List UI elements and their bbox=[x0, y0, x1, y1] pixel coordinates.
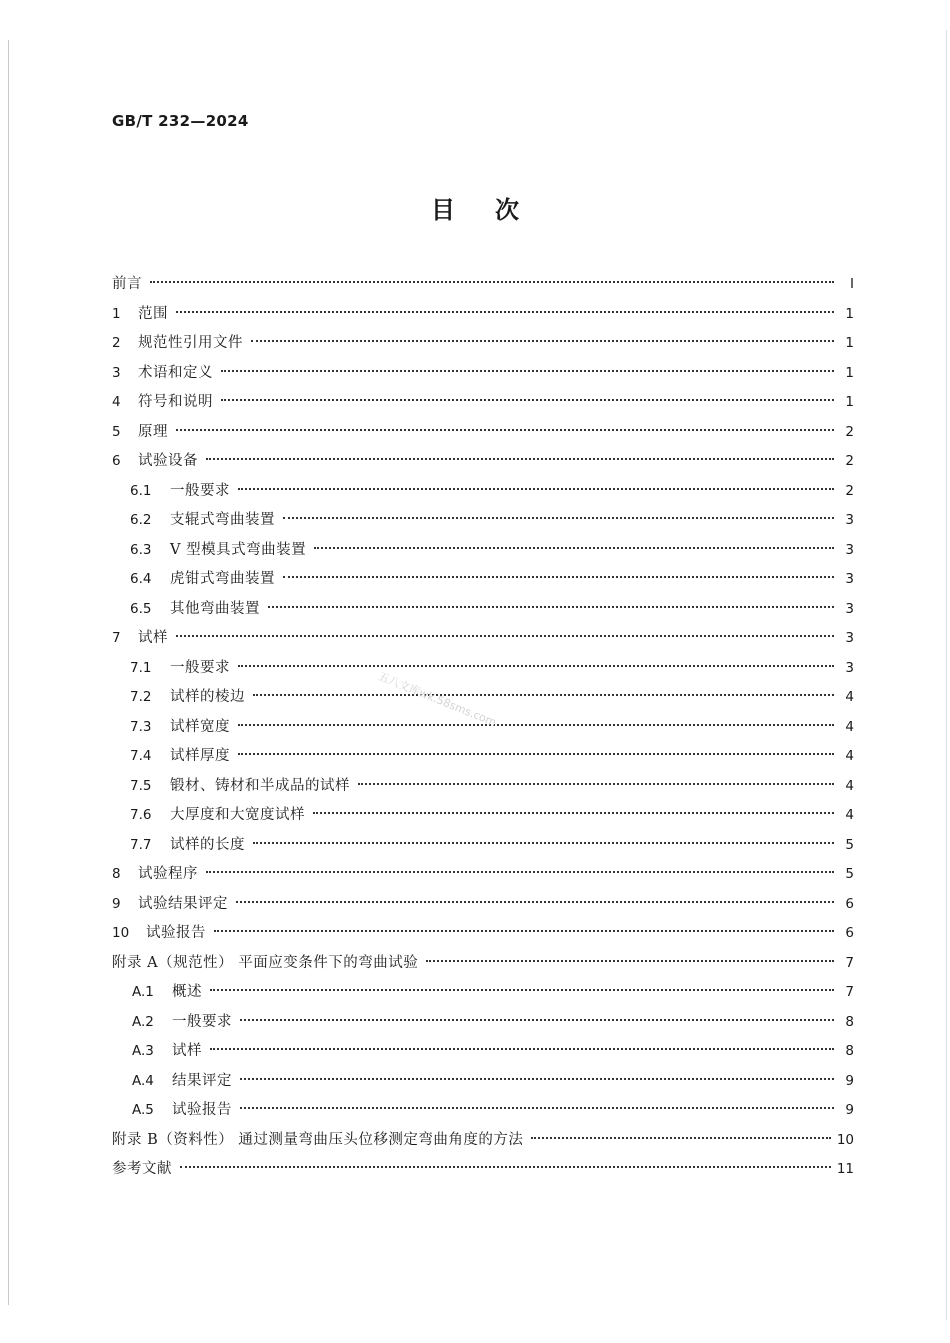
toc-entry[interactable] bbox=[112, 506, 854, 536]
toc-entry-title: 原理 bbox=[138, 423, 168, 440]
toc-entry-title: 参考文献 bbox=[112, 1161, 172, 1177]
toc-entry[interactable] bbox=[112, 801, 854, 831]
toc-entry-title: 支辊式弯曲装置 bbox=[170, 512, 275, 528]
toc-entry-page-number: 9 bbox=[845, 1102, 854, 1118]
toc-entry[interactable] bbox=[112, 1096, 854, 1126]
toc-entry[interactable] bbox=[112, 270, 854, 300]
toc-dot-leader bbox=[253, 842, 834, 844]
toc-entry-number: A.2 bbox=[132, 1013, 154, 1030]
toc-entry-page-number: 2 bbox=[845, 423, 854, 440]
toc-entry-number: 7.5 bbox=[130, 777, 152, 794]
toc-entry-page-number: 7 bbox=[845, 954, 854, 971]
toc-dot-leader bbox=[210, 989, 834, 991]
toc-entry-title: 试样的棱边 bbox=[170, 689, 245, 705]
toc-entry-page-number: 3 bbox=[845, 512, 854, 528]
toc-entry-number: 5 bbox=[112, 423, 121, 440]
toc-entry-title: 试验结果评定 bbox=[138, 895, 228, 912]
toc-entry-title: 虎钳式弯曲装置 bbox=[170, 571, 275, 587]
toc-entry-title: 试样的长度 bbox=[170, 836, 245, 853]
toc-entry-number: 7.3 bbox=[130, 718, 152, 735]
toc-entry-page-number: 3 bbox=[845, 630, 854, 646]
toc-dot-leader bbox=[240, 1107, 834, 1109]
toc-entry-page-number: 4 bbox=[845, 807, 854, 823]
toc-entry-number: A.1 bbox=[132, 984, 154, 1000]
toc-dot-leader bbox=[240, 1019, 834, 1021]
toc-entry-title: 术语和定义 bbox=[138, 364, 213, 381]
toc-dot-leader bbox=[150, 281, 834, 283]
toc-entry-number: 9 bbox=[112, 895, 121, 912]
toc-entry-number: 7.4 bbox=[130, 748, 152, 764]
toc-entry-number: A.4 bbox=[132, 1072, 154, 1089]
toc-entry-page-number: 8 bbox=[845, 1043, 854, 1059]
toc-entry[interactable] bbox=[112, 1037, 854, 1067]
toc-entry-title: 前言 bbox=[112, 276, 142, 292]
toc-entry-page-number: Ⅰ bbox=[850, 276, 854, 292]
toc-entry[interactable] bbox=[112, 300, 854, 330]
standard-code: GB/T 232—2024 bbox=[112, 112, 249, 130]
toc-entry[interactable] bbox=[112, 742, 854, 772]
toc-entry-title: 锻材、铸材和半成品的试样 bbox=[170, 777, 350, 794]
toc-entry-page-number: 10 bbox=[836, 1131, 854, 1148]
toc-entry[interactable] bbox=[112, 919, 854, 949]
page-title: 目次 bbox=[431, 196, 559, 224]
toc-entry[interactable] bbox=[112, 978, 854, 1008]
toc-entry-page-number: 5 bbox=[845, 866, 854, 882]
toc-entry-title: 试验设备 bbox=[138, 453, 198, 469]
toc-entry-number: A.5 bbox=[132, 1102, 154, 1118]
toc-entry-number: 6.1 bbox=[130, 482, 152, 499]
toc-dot-leader bbox=[238, 753, 834, 755]
page-scan-edge-left bbox=[8, 40, 9, 1305]
toc-entry-title: 结果评定 bbox=[172, 1072, 232, 1089]
toc-entry-title: 试样宽度 bbox=[170, 718, 230, 735]
toc-dot-leader bbox=[268, 606, 834, 608]
toc-dot-leader bbox=[238, 488, 834, 490]
toc-entry-number: 6 bbox=[112, 453, 121, 469]
toc-entry-page-number: 3 bbox=[845, 571, 854, 587]
toc-entry-title: 符号和说明 bbox=[138, 394, 213, 410]
toc-entry-page-number: 4 bbox=[845, 748, 854, 764]
toc-entry-page-number: 11 bbox=[836, 1161, 854, 1177]
toc-entry-page-number: 2 bbox=[845, 453, 854, 469]
toc-entry-title: 试样厚度 bbox=[170, 748, 230, 764]
toc-entry[interactable] bbox=[112, 772, 854, 802]
toc-entry-title: 试验报告 bbox=[146, 925, 206, 941]
toc-entry[interactable] bbox=[112, 388, 854, 418]
toc-entry[interactable] bbox=[112, 1126, 854, 1156]
toc-dot-leader bbox=[206, 458, 834, 460]
toc-entry-title: 范围 bbox=[138, 305, 168, 322]
toc-dot-leader bbox=[236, 901, 834, 903]
toc-entry-page-number: 4 bbox=[845, 718, 854, 735]
toc-entry[interactable] bbox=[112, 860, 854, 890]
toc-entry-page-number: 5 bbox=[845, 836, 854, 853]
toc-entry[interactable] bbox=[112, 477, 854, 507]
toc-entry-title: 试验程序 bbox=[138, 866, 198, 882]
toc-entry-page-number: 6 bbox=[845, 895, 854, 912]
toc-entry-title: 规范性引用文件 bbox=[138, 335, 243, 351]
toc-entry-page-number: 1 bbox=[845, 394, 854, 410]
toc-entry-title: 一般要求 bbox=[170, 482, 230, 499]
toc-entry-page-number: 6 bbox=[845, 925, 854, 941]
toc-entry-number: 6.4 bbox=[130, 571, 152, 587]
toc-entry-title: 一般要求 bbox=[172, 1013, 232, 1030]
toc-dot-leader bbox=[240, 1078, 834, 1080]
toc-dot-leader bbox=[426, 960, 834, 962]
toc-dot-leader bbox=[176, 429, 834, 431]
toc-entry[interactable] bbox=[112, 536, 854, 566]
toc-dot-leader bbox=[180, 1166, 831, 1168]
toc-dot-leader bbox=[283, 517, 834, 519]
toc-entry-number: 2 bbox=[112, 335, 121, 351]
toc-entry-title: 一般要求 bbox=[170, 659, 230, 676]
toc-entry-page-number: 7 bbox=[845, 984, 854, 1000]
toc-entry-title: V 型模具式弯曲装置 bbox=[170, 541, 307, 558]
toc-entry[interactable] bbox=[112, 595, 854, 625]
toc-entry-page-number: 1 bbox=[845, 305, 854, 322]
toc-entry-number: 7.6 bbox=[130, 807, 152, 823]
toc-entry[interactable] bbox=[112, 329, 854, 359]
toc-entry[interactable] bbox=[112, 624, 854, 654]
toc-dot-leader bbox=[238, 724, 834, 726]
toc-entry-page-number: 2 bbox=[845, 482, 854, 499]
toc-dot-leader bbox=[176, 311, 834, 313]
toc-entry[interactable] bbox=[112, 654, 854, 684]
toc-dot-leader bbox=[221, 370, 834, 372]
toc-entry[interactable] bbox=[112, 1155, 854, 1185]
toc-entry-page-number: 1 bbox=[845, 335, 854, 351]
toc-entry-title: 附录 A（规范性） 平面应变条件下的弯曲试验 bbox=[112, 954, 419, 971]
toc-entry-number: 6.5 bbox=[130, 600, 152, 617]
toc-entry-number: 6.2 bbox=[130, 512, 152, 528]
toc-dot-leader bbox=[313, 812, 834, 814]
toc-entry-title: 附录 B（资料性） 通过测量弯曲压头位移测定弯曲角度的方法 bbox=[112, 1131, 524, 1148]
toc-dot-leader bbox=[210, 1048, 834, 1050]
toc-entry[interactable] bbox=[112, 565, 854, 595]
toc-entry-number: 3 bbox=[112, 364, 121, 381]
toc-dot-leader bbox=[358, 783, 834, 785]
toc-entry-number: 7 bbox=[112, 630, 121, 646]
toc-entry[interactable] bbox=[112, 890, 854, 920]
toc-entry-number: 6.3 bbox=[130, 541, 152, 558]
toc-entry[interactable] bbox=[112, 949, 854, 979]
toc-entry-page-number: 3 bbox=[845, 541, 854, 558]
toc-entry-page-number: 4 bbox=[845, 777, 854, 794]
toc-dot-leader bbox=[214, 930, 834, 932]
toc-entry-page-number: 3 bbox=[845, 600, 854, 617]
toc-dot-leader bbox=[238, 665, 834, 667]
toc-entry-title: 试样 bbox=[138, 630, 168, 646]
toc-dot-leader bbox=[314, 547, 834, 549]
toc-entry-title: 试样 bbox=[172, 1043, 202, 1059]
toc-entry[interactable] bbox=[112, 1067, 854, 1097]
toc-entry-page-number: 3 bbox=[845, 659, 854, 676]
toc-entry-number: A.3 bbox=[132, 1043, 154, 1059]
toc-entry-title: 其他弯曲装置 bbox=[170, 600, 260, 617]
toc-entry-page-number: 9 bbox=[845, 1072, 854, 1089]
watermark: 五八文库wk.58sms.com bbox=[376, 669, 499, 730]
toc-dot-leader bbox=[251, 340, 834, 342]
toc-dot-leader bbox=[283, 576, 834, 578]
toc-entry[interactable] bbox=[112, 418, 854, 448]
toc-dot-leader bbox=[253, 694, 834, 696]
toc-entry[interactable] bbox=[112, 831, 854, 861]
toc-dot-leader bbox=[176, 635, 834, 637]
toc-dot-leader bbox=[206, 871, 834, 873]
toc-entry-title: 概述 bbox=[172, 984, 202, 1000]
toc-entry[interactable] bbox=[112, 447, 854, 477]
toc-entry-number: 7.2 bbox=[130, 689, 152, 705]
toc-entry-number: 1 bbox=[112, 305, 121, 322]
table-of-contents bbox=[112, 270, 854, 1185]
toc-entry-number: 7.7 bbox=[130, 836, 152, 853]
toc-entry-title: 试验报告 bbox=[172, 1102, 232, 1118]
toc-entry[interactable] bbox=[112, 359, 854, 389]
toc-entry[interactable] bbox=[112, 1008, 854, 1038]
toc-dot-leader bbox=[221, 399, 834, 401]
toc-entry-page-number: 4 bbox=[845, 689, 854, 705]
toc-entry-title: 大厚度和大宽度试样 bbox=[170, 807, 305, 823]
toc-entry-number: 7.1 bbox=[130, 659, 152, 676]
toc-dot-leader bbox=[531, 1137, 830, 1139]
toc-entry-number: 4 bbox=[112, 394, 121, 410]
toc-entry-page-number: 1 bbox=[845, 364, 854, 381]
toc-entry-number: 8 bbox=[112, 866, 121, 882]
toc-entry-page-number: 8 bbox=[845, 1013, 854, 1030]
toc-entry-number: 10 bbox=[112, 925, 130, 941]
